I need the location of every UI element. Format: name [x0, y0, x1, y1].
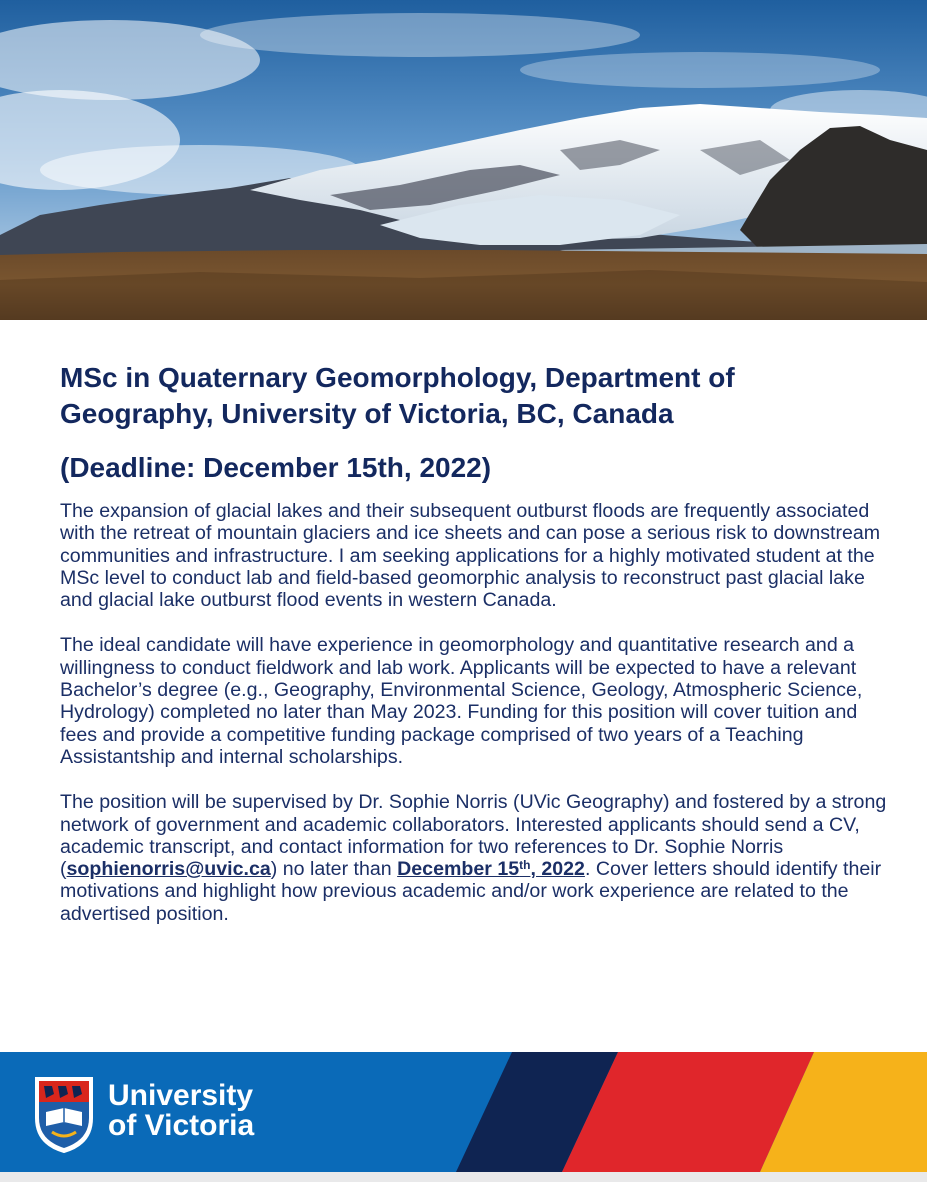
- university-name-line2: of Victoria: [108, 1109, 255, 1142]
- supervision-text-1: The position will be supervised by Dr. Sophie Norris (UVic Geography) and fostered by a strong network of government and academic collaborators. Interested applicants should send a CV, academic transcript, and contact information for two references to Dr. Sophie Norris (: [60, 791, 887, 881]
- deadline-date-year: , 2022: [530, 858, 585, 881]
- deadline-heading: (Deadline: December 15th, 2022): [60, 452, 492, 483]
- paragraph-supervision: [60, 791, 890, 925]
- paragraph-intro: The expansion of glacial lakes and their subsequent outburst floods are frequently associated with the retreat of mountain glaciers and ice sheets and can pose a serious risk to downstream communities and infrastructure. I am seeking applications for a highly motivated student at the MSc level to conduct lab and field-based geomorphic analysis to reconstruct past glacial lake and glacial lake outburst flood events in western Canada.: [60, 500, 881, 612]
- deadline-date-suffix: th: [519, 858, 531, 873]
- page-bottom-line: [0, 1172, 927, 1182]
- university-wordmark: [108, 1081, 254, 1141]
- page-title: MSc in Quaternary Geomorphology, Department of Geography, University of Victoria, BC, Canada: [60, 362, 735, 429]
- email-link[interactable]: sophienorris@uvic.ca: [66, 858, 271, 881]
- hero-image: [0, 0, 927, 320]
- university-name-line1: University: [108, 1079, 254, 1112]
- document-body: [60, 340, 890, 925]
- crest-icon: [32, 1074, 96, 1154]
- paragraph-candidate: The ideal candidate will have experience in geomorphology and quantitative research and a willingness to conduct fieldwork and lab work. Applicants will be expected to have a relevant Bachelor’s degree (e.g., Geography, Environmental Science, Geology, Atmospheric Science, Hydrology) completed no later than May 2023. Funding for this position will cover tuition and fees and provide a competitive funding package comprised of two years of a Teaching Assistantship and internal scholarships.: [60, 634, 863, 768]
- glacier-landscape-image: [0, 0, 927, 320]
- deadline-date: [397, 858, 585, 880]
- supervision-text-2: ) no later than: [270, 858, 398, 881]
- footer-banner: [0, 1052, 927, 1172]
- supervision-text-3: . Cover letters should identify their motivations and highlight how previous academic and/or work experience are related to the advertised position.: [60, 858, 882, 925]
- deadline-date-day: December 15: [397, 858, 520, 881]
